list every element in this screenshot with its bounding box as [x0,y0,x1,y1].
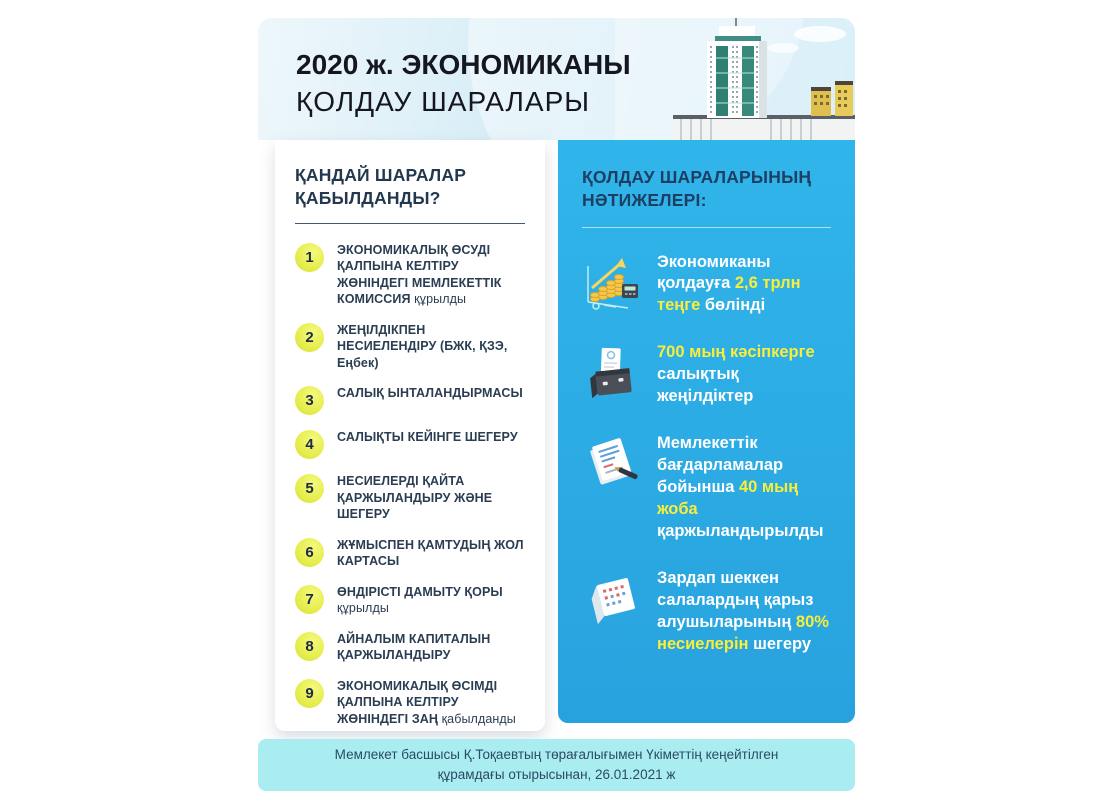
measure-item-8 [295,631,525,664]
footer-line1: Мемлекет басшысы Қ.Тоқаевтың төрағалығымен Үкіметтің кеңейтілген [334,747,779,763]
measure-main-text: САЛЫҚ ЫНТАЛАНДЫРМАСЫ [337,386,523,400]
result-post-text: салықтық жеңілдіктер [657,365,754,406]
measure-number-badge: 2 [295,323,324,352]
measures-panel-title: ҚАНДАЙ ШАРАЛАР ҚАБЫЛДАНДЫ? [295,165,467,208]
measure-item-2 [295,322,525,372]
measure-text [337,322,525,372]
measure-text [337,429,518,446]
measure-main-text: ЖҰМЫСПЕН ҚАМТУДЫҢ ЖОЛ КАРТАСЫ [337,537,524,568]
measure-number-badge: 5 [295,474,324,503]
footer-line2: құрамдағы отырысынан, 26.01.2021 ж [437,767,676,782]
result-post-text: қаржыландырылды [657,521,824,540]
result-highlight-text: 40 мың жоба [657,478,799,518]
measure-number-badge: 1 [295,243,324,272]
government-building-illustration [615,18,855,140]
result-pre-text: Экономиканы қолдауға [657,252,771,293]
result-text [657,568,831,656]
measure-number-badge: 4 [295,430,324,459]
measure-number-badge: 9 [295,679,324,708]
measures-list [295,242,525,728]
measure-text [337,678,525,728]
result-highlight-text: 80% несиелерін [657,612,829,653]
result-item-4 [582,568,831,656]
result-highlight-text: 700 мың кәсіпкерге [657,343,815,362]
result-post-text: шегеру [748,634,812,653]
measure-suffix-text: құрылды [337,601,389,615]
measure-main-text: НЕСИЕЛЕРДІ ҚАЙТА ҚАРЖЫЛАНДЫРУ ЖӘНЕ ШЕГЕРУ [337,474,493,521]
header-banner [258,18,855,140]
result-text [657,433,831,543]
measure-item-5 [295,473,525,523]
measure-text [337,631,525,664]
measure-main-text: ЖЕҢІЛДІКПЕН НЕСИЕЛЕНДІРУ (БЖК, ҚЗЭ, Еңбек) [337,322,508,370]
tax-terminal-icon [582,342,642,402]
result-item-2 [582,342,831,408]
result-item-3 [582,433,831,543]
result-item-1 [582,252,831,318]
results-panel-title: ҚОЛДАУ ШАРАЛАРЫНЫҢ НӘТИЖЕЛЕРІ: [582,167,812,210]
measure-text [337,473,525,523]
measure-text [337,537,525,570]
measure-number-badge: 3 [295,386,324,415]
results-panel [558,140,855,723]
measure-main-text: ЭКОНОМИКАЛЫҚ ӨСІМДІ ҚАЛПЫНА КЕЛТІРУ ЖӨНІНДЕГІ ЗАҢ [337,678,498,726]
document-pen-icon [582,433,642,493]
result-text [657,342,831,408]
result-post-text: бөлінді [700,296,766,315]
growth-chart-coins-icon [582,252,642,312]
measure-text [337,385,523,402]
measure-main-text: САЛЫҚТЫ КЕЙІНГЕ ШЕГЕРУ [337,430,518,444]
measure-text [337,584,525,617]
measures-panel [275,140,545,731]
measure-main-text: ӨНДІРІСТІ ДАМЫТУ ҚОРЫ [337,584,503,599]
measure-suffix-text: қабылданды [438,711,516,726]
title-bold: ЭКОНОМИКАНЫ [401,49,631,80]
measure-item-1 [295,242,525,308]
measure-number-badge: 6 [295,538,324,567]
calendar-icon [582,568,642,628]
measure-number-badge: 7 [295,585,324,614]
measures-divider [295,223,525,224]
result-pre-text: Мемлекеттік бағдарламалар бойынша [657,434,784,496]
result-pre-text: Зардап шеккен салалардың қарыз алушыларының [657,568,814,631]
measure-number-badge: 8 [295,632,324,661]
measure-item-7 [295,584,525,617]
measure-item-3 [295,385,525,415]
results-divider [582,227,831,228]
page-title-line2: ҚОЛДАУ ШАРАЛАРЫ [296,86,591,117]
result-text [657,252,831,318]
page-title [296,46,631,120]
measure-main-text: АЙНАЛЫМ КАПИТАЛЫН ҚАРЖЫЛАНДЫРУ [337,631,491,662]
title-year: 2020 ж. [296,49,394,80]
measure-main-text: ЭКОНОМИКАЛЫҚ ӨСУДІ ҚАЛПЫНА КЕЛТІРУ ЖӨНІНДЕГІ МЕМЛЕКЕТТІК КОМИССИЯ [337,242,502,306]
measure-item-6 [295,537,525,570]
measure-item-4 [295,429,525,459]
result-highlight-text: 2,6 трлн теңге [657,274,801,315]
measure-text [337,242,525,308]
measure-suffix-text: құрылды [410,292,467,306]
measure-item-9 [295,678,525,728]
footer-source-note [258,739,855,791]
page-title-line1 [296,46,631,83]
